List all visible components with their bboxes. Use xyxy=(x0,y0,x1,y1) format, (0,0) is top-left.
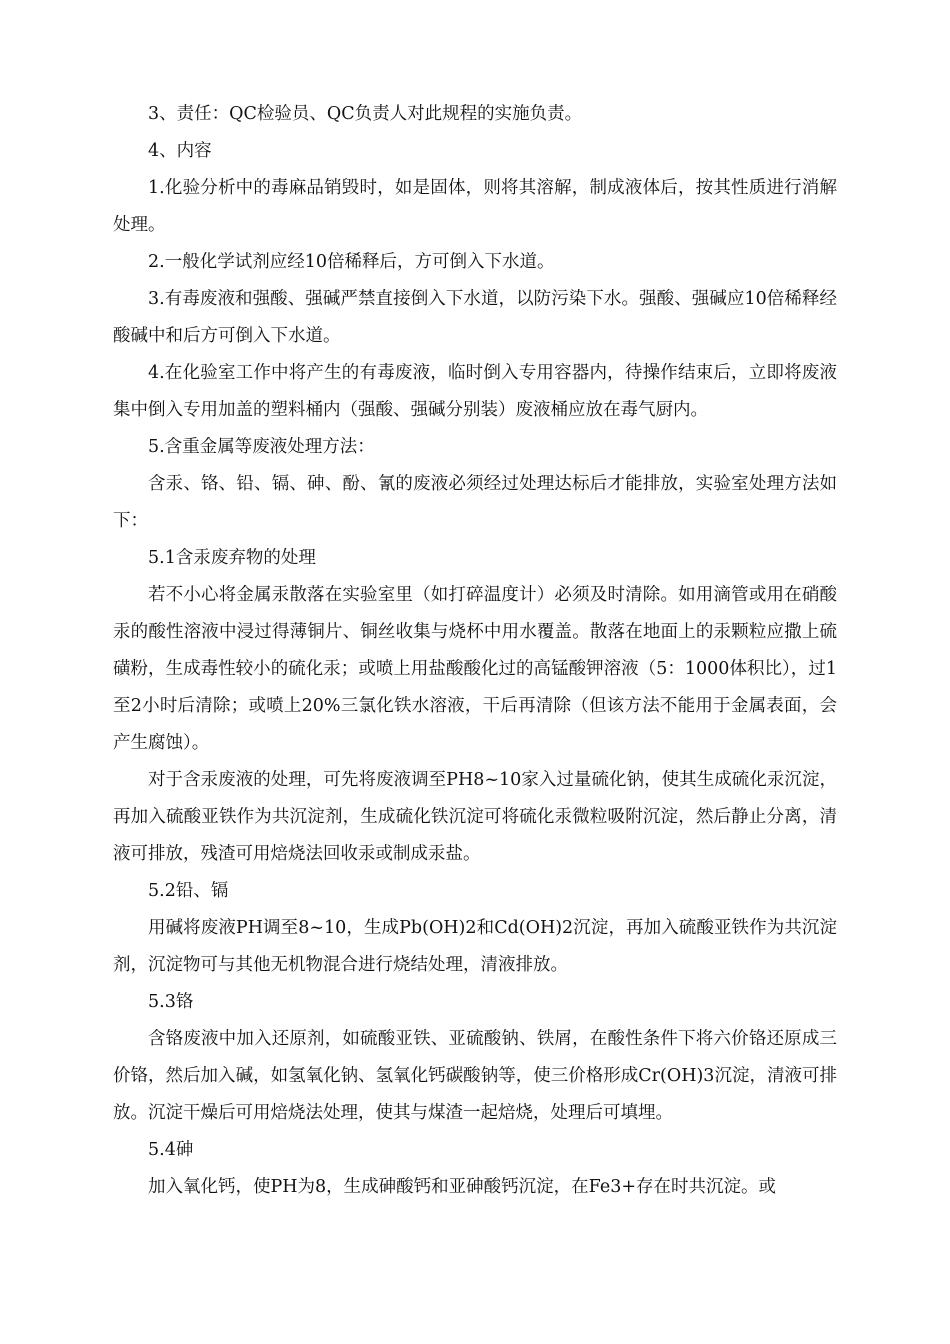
section-heading-5-2: 5.2铅、镉 xyxy=(148,881,229,901)
paragraph-item-1: 1.化验分析中的毒麻品销毁时，如是固体，则将其溶解，制成液体后，按其性质进行消解处理。 xyxy=(113,178,837,235)
paragraph-item-2: 2.一般化学试剂应经10倍稀释后，方可倒入下水道。 xyxy=(148,252,555,272)
paragraph-mercury-liquid: 对于含汞废液的处理，可先将废液调至PH8~10家入过量硫化钠，使其生成硫化汞沉淀，再加入硫酸亚铁作为共沉淀剂，生成硫化铁沉淀可将硫化汞微粒吸附沉淀，然后静止分离，清液可排放，残渣可用焙烧法回收汞或制成汞盐。 xyxy=(113,770,837,864)
paragraph-responsibility: 3、责任：QC检验员、QC负责人对此规程的实施负责。 xyxy=(148,104,583,124)
section-heading-5-1: 5.1含汞废弃物的处理 xyxy=(148,548,316,568)
paragraph-arsenic: 加入氧化钙，使PH为8，生成砷酸钙和亚砷酸钙沉淀，在Fe3+存在时共沉淀。或 xyxy=(148,1177,777,1197)
paragraph-item-5-heading: 5.含重金属等废液处理方法： xyxy=(148,437,375,457)
paragraph-chromium: 含铬废液中加入还原剂，如硫酸亚铁、亚硫酸钠、铁屑，在酸性条件下将六价铬还原成三价铬，然后加入碱，如氢氧化钠、氢氧化钙碳酸钠等，使三价格形成Cr(OH)3沉淀，清液可排放。沉淀干燥后可用焙烧法处理，使其与煤渣一起焙烧，处理后可填埋。 xyxy=(113,1029,837,1123)
paragraph-item-4: 4.在化验室工作中将产生的有毒废液，临时倒入专用容器内，待操作结束后，立即将废液集中倒入专用加盖的塑料桶内（强酸、强碱分别装）废液桶应放在毒气厨内。 xyxy=(113,363,837,420)
section-heading-5-4: 5.4砷 xyxy=(148,1140,194,1160)
paragraph-lead-cadmium: 用碱将废液PH调至8~10，生成Pb(OH)2和Cd(OH)2沉淀，再加入硫酸亚铁作为共沉淀剂，沉淀物可与其他无机物混合进行烧结处理，清液排放。 xyxy=(113,918,837,975)
section-heading-5-3: 5.3铬 xyxy=(148,992,194,1012)
paragraph-content-heading: 4、内容 xyxy=(148,141,212,161)
paragraph-item-5-intro: 含汞、铬、铅、镉、砷、酚、氰的废液必须经过处理达标后才能排放，实验室处理方法如下： xyxy=(113,474,837,531)
document-body xyxy=(113,96,837,1206)
paragraph-item-3: 3.有毒废液和强酸、强碱严禁直接倒入下水道，以防污染下水。强酸、强碱应10倍稀释经酸碱中和后方可倒入下水道。 xyxy=(113,289,837,346)
paragraph-mercury-spill: 若不小心将金属汞散落在实验室里（如打碎温度计）必须及时清除。如用滴管或用在硝酸汞的酸性溶液中浸过得薄铜片、铜丝收集与烧杯中用水覆盖。散落在地面上的汞颗粒应撒上硫磺粉，生成毒性较小的硫化汞；或喷上用盐酸酸化过的高锰酸钾溶液（5：1000体积比），过1至2小时后清除；或喷上20%三氯化铁水溶液，干后再清除（但该方法不能用于金属表面，会产生腐蚀）。 xyxy=(113,585,837,753)
